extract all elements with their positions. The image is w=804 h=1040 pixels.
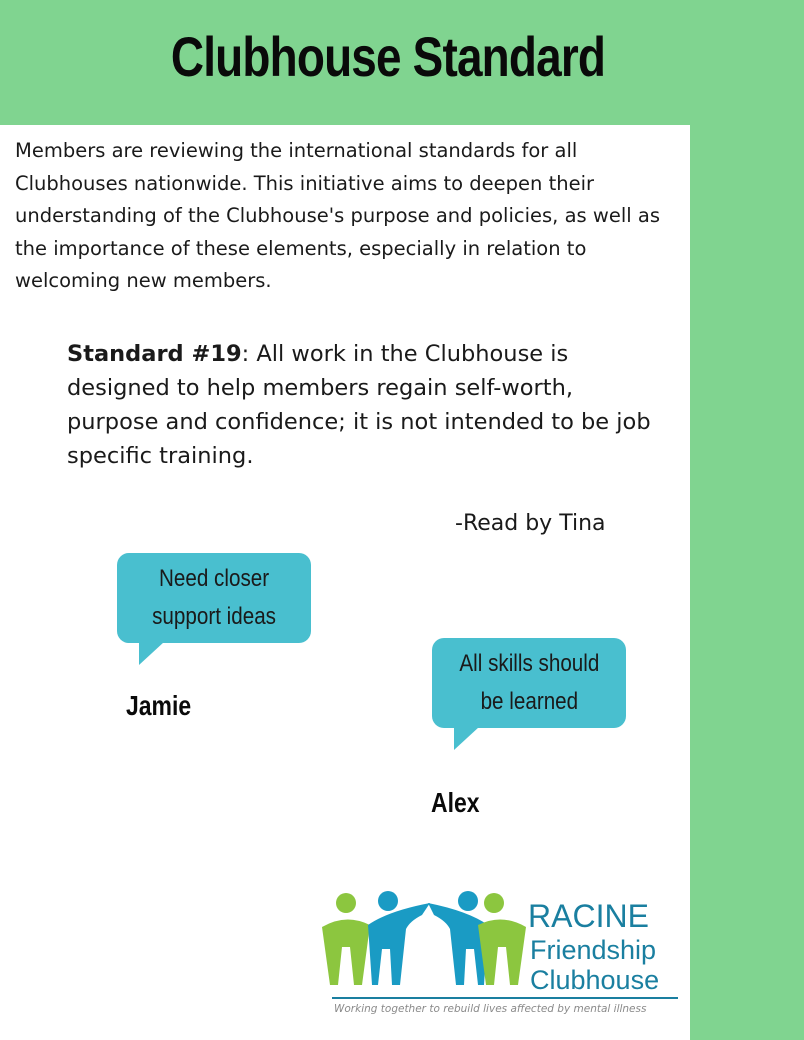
logo-line-racine: RACINE	[528, 898, 649, 934]
racine-friendship-clubhouse-logo	[318, 885, 683, 1015]
speech-line-1: Need closer	[158, 565, 270, 592]
logo-line-friendship: Friendship	[530, 935, 657, 965]
people-figures-icon	[322, 891, 526, 985]
page-title: Clubhouse Standard	[170, 25, 606, 88]
speech-bubble-alex	[432, 638, 626, 728]
speech-bubble-jamie	[117, 553, 311, 643]
logo-line-clubhouse: Clubhouse	[530, 965, 660, 995]
speech-line-1: All skills should	[459, 650, 599, 677]
content-panel	[0, 125, 690, 1040]
standard-text: : All work in the Clubhouse is designed to help members regain self-worth, purpose and confidence; it is not intended to be job specific training.	[67, 341, 651, 469]
logo-tagline: Working together to rebuild lives affected by mental illness	[334, 1003, 647, 1015]
commenter-name-jamie: Jamie	[126, 690, 192, 721]
speech-line-2: be learned	[480, 688, 578, 715]
standard-quote	[67, 337, 667, 473]
header-band	[0, 0, 804, 125]
standard-label: Standard #19	[67, 341, 242, 367]
intro-paragraph: Members are reviewing the international standards for all Clubhouses nationwide. This initiative aims to deepen their understanding of the Clubhouse's purpose and policies, as well as the importance of these elements, especially in relation to welcoming new members.	[15, 139, 660, 292]
speech-line-2: support ideas	[152, 603, 276, 630]
speech-bubble-text	[459, 645, 599, 721]
speech-bubble-tail	[139, 642, 164, 665]
speech-bubble-text	[152, 560, 276, 636]
speech-bubble-tail	[454, 727, 479, 750]
reader-credit: -Read by Tina	[455, 511, 606, 536]
commenter-name-alex: Alex	[431, 787, 480, 818]
